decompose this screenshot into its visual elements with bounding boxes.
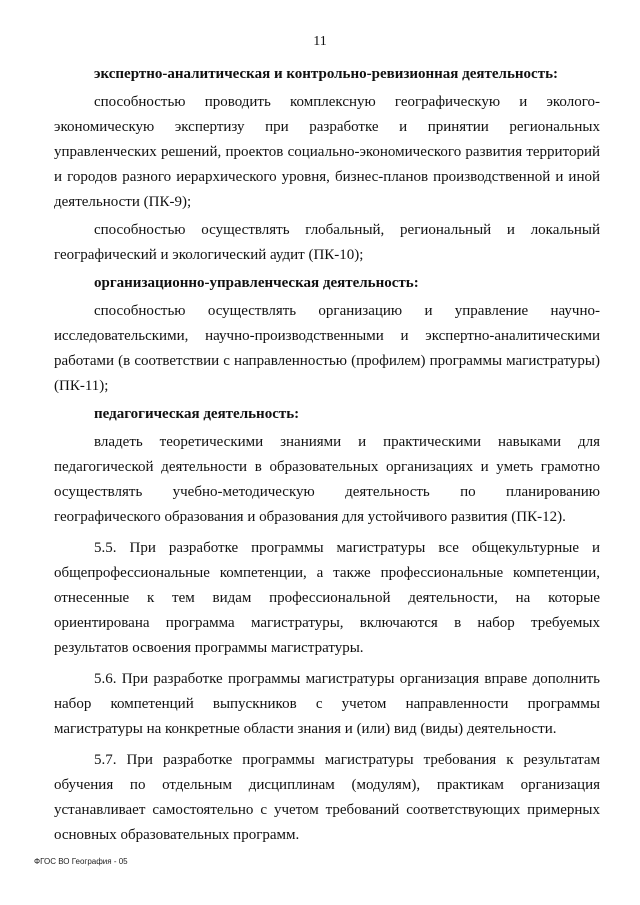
section-heading-expert: экспертно-аналитическая и контрольно-ревизионная деятельность: [94,66,558,82]
competency-pk11: способностью осуществлять организацию и управление научно-исследовательскими, научно-производственными и экспертно-аналитическими работами (в соответствии с направленностью (профилем) программы магистратуры) (ПК-11); [54,303,600,394]
section-heading-management: организационно-управленческая деятельность: [94,275,419,291]
competency-pk9: способностью проводить комплексную географическую и эколого-экономическую экспертизу при разработке и принятии региональных управленческих решений, проектов социально-экономического развития территорий и городов разного иерархического уровня, бизнес-планов производственной и иной деятельности (ПК-9); [54,94,600,210]
document-body [54,62,600,851]
clause-5-6: 5.6. При разработке программы магистратуры организация вправе дополнить набор компетенций выпускников с учетом направленности программы магистратуры на конкретные области знания и (или) вид (виды) деятельности. [54,671,600,737]
page-number: 11 [313,34,327,49]
section-heading-pedagogical: педагогическая деятельность: [94,406,300,422]
footer-doc-id: ФГОС ВО География - 05 [34,857,128,866]
competency-pk10: способностью осуществлять глобальный, региональный и локальный географический и экологический аудит (ПК-10); [54,222,600,263]
clause-5-5: 5.5. При разработке программы магистратуры все общекультурные и общепрофессиональные компетенции, а также профессиональные компетенции, отнесенные к тем видам профессиональной деятельности, на которые ориентирована программа магистратуры, включаются в набор требуемых результатов освоения программы магистратуры. [54,540,600,656]
competency-pk12: владеть теоретическими знаниями и практическими навыками для педагогической деятельности в образовательных организациях и уметь грамотно осуществлять учебно-методическую деятельность по планированию географического образования и образования для устойчивого развития (ПК-12). [54,434,600,525]
clause-5-7: 5.7. При разработке программы магистратуры требования к результатам обучения по отдельным дисциплинам (модулям), практикам организация устанавливает самостоятельно с учетом требований соответствующих примерных основных образовательных программ. [54,752,600,843]
